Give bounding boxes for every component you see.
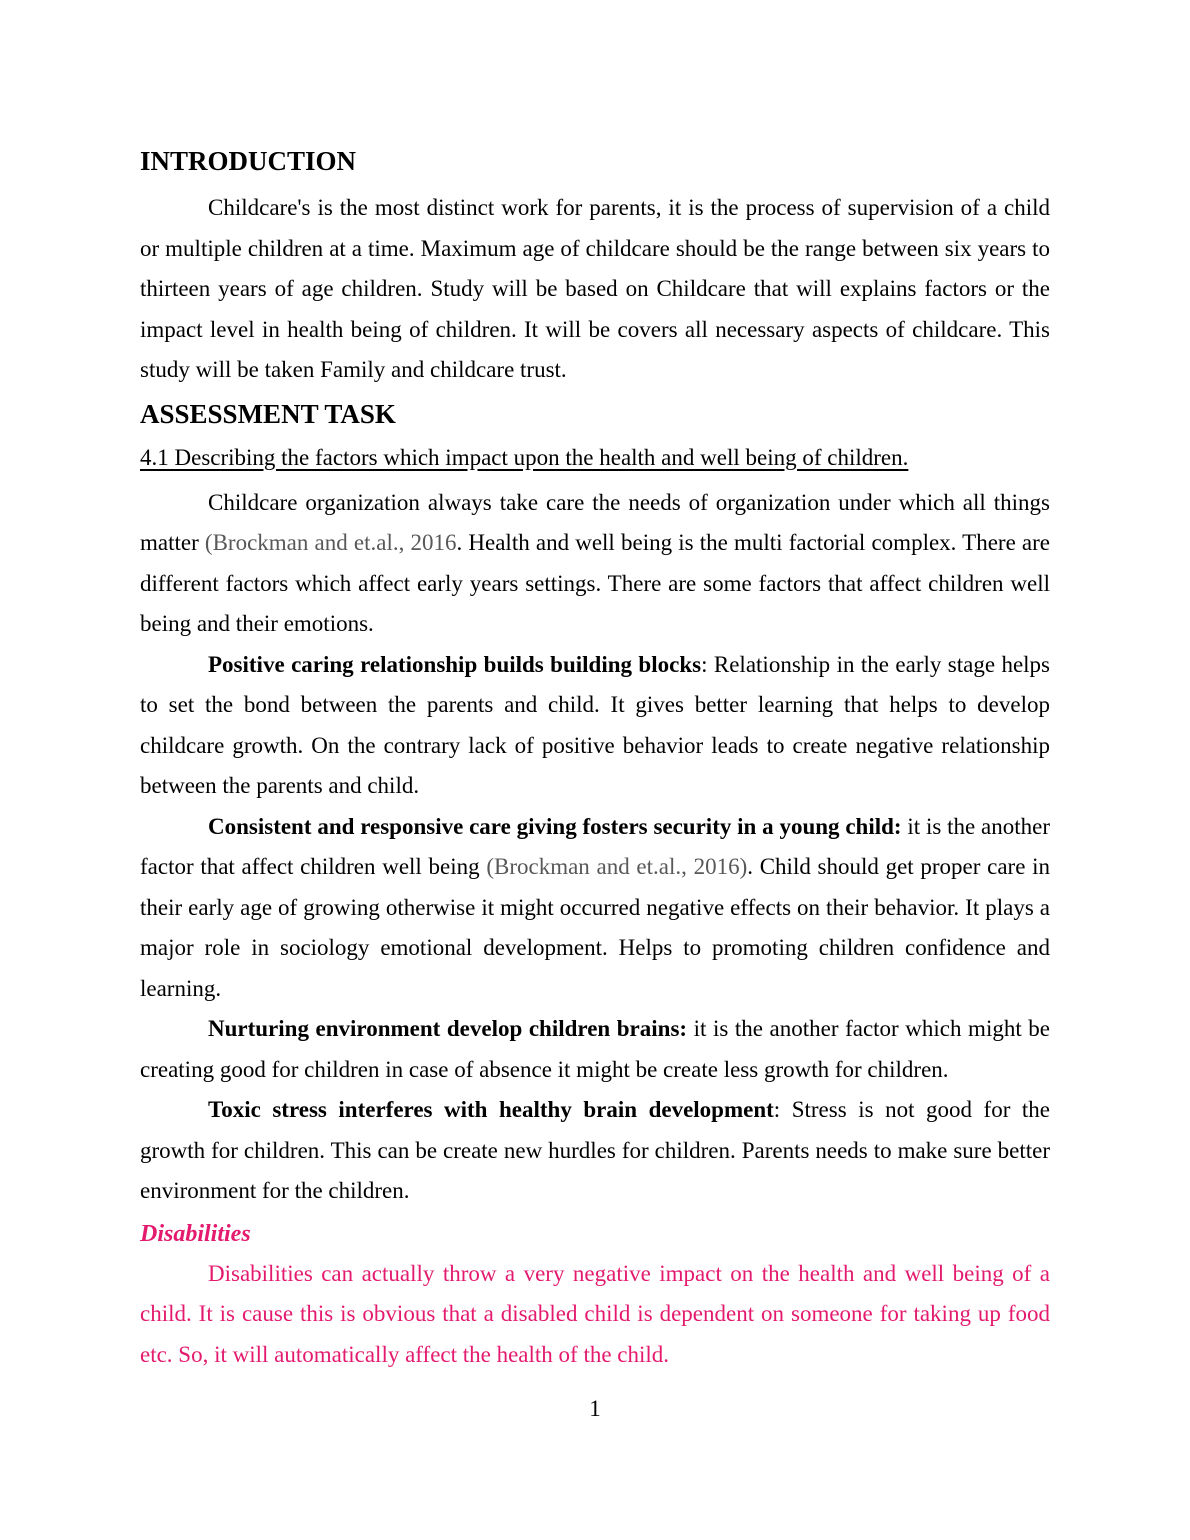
text-run-citation: (Brockman and et.al., 2016	[204, 530, 457, 555]
disabilities-paragraph: Disabilities can actually throw a very negative impact on the health and well being of a child. It is cause this is obvious that a disabled child is dependent on someone for taking up food etc. So, it will automatically affect the health of the child.	[140, 1260, 1050, 1367]
text-run-normal: : Stress is not good for the growth for children. This can be create new hurdles for children. Parents needs to make sure better environment for the children.	[140, 1097, 1050, 1203]
text-run-bold: Nurturing environment develop children brains:	[208, 1016, 688, 1041]
text-run-normal: . Health and well being is the multi factorial complex. There are different factors which affect early years settings. There are some factors that affect children well being and their emotions.	[140, 530, 1051, 636]
disabilities-heading: Disabilities	[140, 1220, 251, 1247]
paragraph-consistent-responsive-care	[140, 807, 1050, 1010]
paragraph-nurturing-environment	[140, 1009, 1050, 1090]
assessment-subheading-4-1: 4.1 Describing the factors which impact upon the health and well being of children.	[140, 444, 909, 470]
page-number: 1	[589, 1396, 601, 1421]
introduction-paragraph: Childcare's is the most distinct work for parents, it is the process of supervision of a child or multiple children at a time. Maximum age of childcare should be the range between six years to thirteen years of age children. Study will be based on Childcare that will explains factors or the impact level in health being of children. It will be covers all necessary aspects of childcare. This study will be taken Family and childcare trust.	[140, 195, 1050, 382]
text-run-normal: Childcare organization always take care the needs of organization under which all things matter	[140, 489, 1050, 555]
text-run-normal: . Child should get proper care in their early age of growing otherwise it might occurred negative effects on their behavior. It plays a major role in sociology emotional development. Helps to promoting children confidence and learning.	[140, 854, 1051, 1001]
text-run-normal: it is the another factor that affect children well being	[140, 813, 1051, 879]
text-run-normal: it is the another factor which might be creating good for children in case of absence it might be create less growth for children.	[140, 1016, 1050, 1082]
text-run-bold: Toxic stress interferes with healthy brain development	[208, 1097, 774, 1122]
text-run-normal: : Relationship in the early stage helps to set the bond between the parents and child. It gives better learning that helps to develop childcare growth. On the contrary lack of positive behavior leads to create negative relationship between the parents and child.	[140, 651, 1051, 798]
text-run-citation: (Brockman and et.al., 2016)	[486, 854, 748, 879]
paragraph-toxic-stress	[140, 1090, 1050, 1212]
text-run-bold: Consistent and responsive care giving fosters security in a young child:	[208, 813, 902, 839]
paragraph-factors-overview	[140, 483, 1050, 645]
paragraph-positive-caring-relationship	[140, 645, 1050, 807]
text-run-bold: Positive caring relationship builds building blocks	[208, 651, 702, 677]
assessment-task-heading: ASSESSMENT TASK	[140, 398, 396, 429]
introduction-heading: INTRODUCTION	[140, 146, 357, 176]
